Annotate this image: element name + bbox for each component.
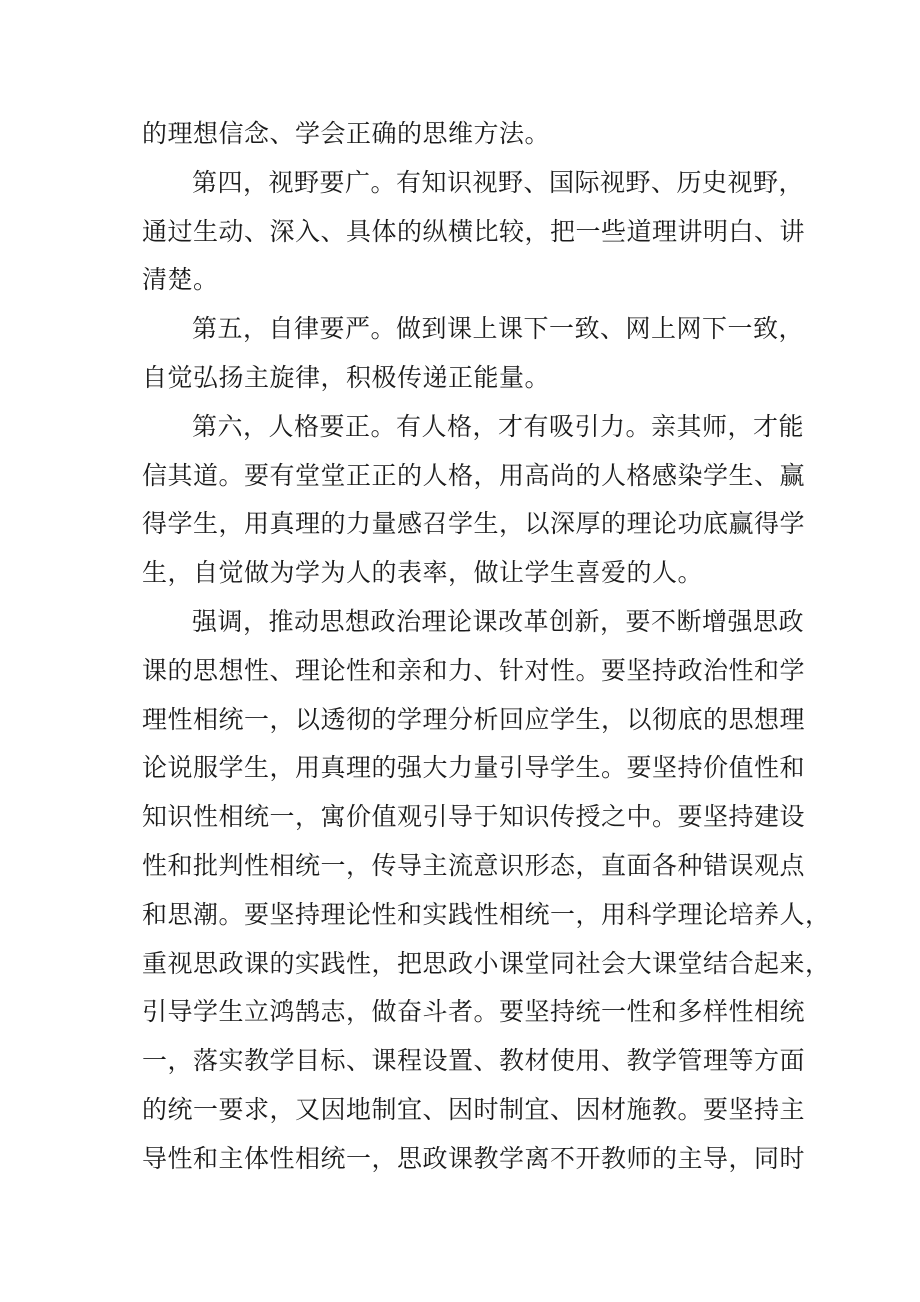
text-line: 性和批判性相统一，传导主流意识形态，直面各种错误观点: [142, 850, 806, 880]
text-line: 的理想信念、学会正确的思维方法。: [142, 119, 551, 148]
text-line: 的统一要求，又因地制宜、因时制宜、因材施教。要坚持主: [142, 1094, 806, 1124]
text-line: 重视思政课的实践性，把思政小课堂同社会大课堂结合起来，: [142, 948, 831, 978]
text-line: 论说服学生，用真理的强大力量引导学生。要坚持价值性和: [142, 753, 806, 783]
text-line: 理性相统一，以透彻的学理分析回应学生，以彻底的思想理: [142, 704, 806, 734]
text-line: 第六，人格要正。有人格，才有吸引力。亲其师，才能: [192, 411, 805, 441]
document-body: [142, 110, 831, 1184]
text-line: 一，落实教学目标、课程设置、教材使用、教学管理等方面: [142, 1046, 806, 1076]
text-line: 自觉弘扬主旋律，积极传递正能量。: [142, 362, 551, 392]
text-line: 信其道。要有堂堂正正的人格，用高尚的人格感染学生、赢: [142, 460, 806, 490]
text-line: 第四，视野要广。有知识视野、国际视野、历史视野，: [192, 167, 805, 197]
text-line: 引导学生立鸿鹄志，做奋斗者。要坚持统一性和多样性相统: [142, 997, 806, 1027]
text-line: 课的思想性、理论性和亲和力、针对性。要坚持政治性和学: [142, 655, 806, 685]
text-line: 生，自觉做为学为人的表率，做让学生喜爱的人。: [142, 558, 704, 588]
text-line: 清楚。: [142, 265, 219, 295]
text-line: 第五，自律要严。做到课上课下一致、网上网下一致，: [192, 314, 805, 344]
text-line: 得学生，用真理的力量感召学生，以深厚的理论功底赢得学: [142, 509, 806, 539]
text-line: 通过生动、深入、具体的纵横比较，把一些道理讲明白、讲: [142, 216, 806, 246]
text-line: 知识性相统一，寓价值观引导于知识传授之中。要坚持建设: [142, 802, 806, 832]
text-line: 强调，推动思想政治理论课改革创新，要不断增强思政: [192, 606, 805, 636]
text-line: 导性和主体性相统一，思政课教学离不开教师的主导，同时: [142, 1143, 806, 1173]
text-line: 和思潮。要坚持理论性和实践性相统一，用科学理论培养人，: [142, 899, 831, 929]
